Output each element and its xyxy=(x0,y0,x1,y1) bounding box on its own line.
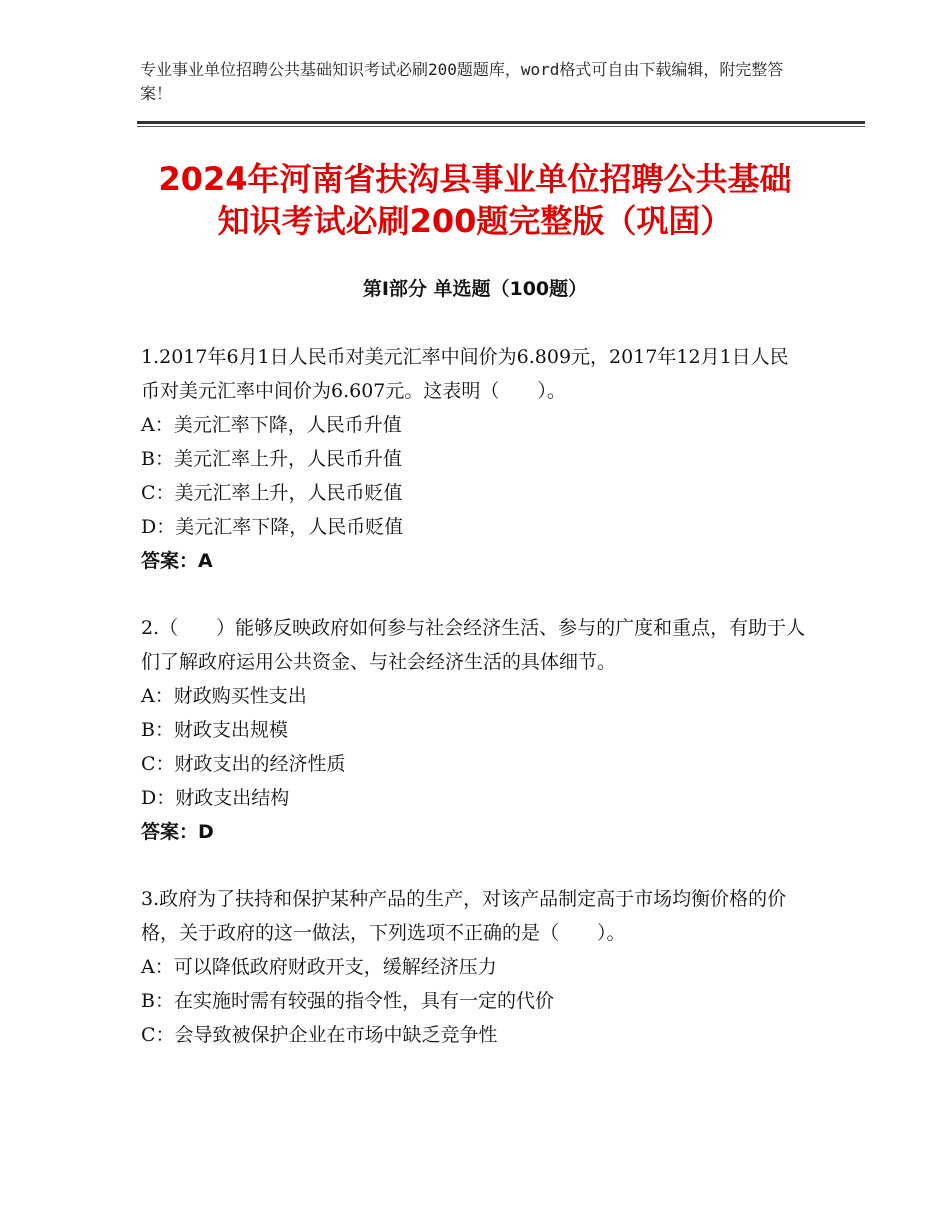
section-heading: 第Ⅰ部分 单选题（100题） xyxy=(362,278,588,300)
question-stem: 1.2017年6月1日人民币对美元汇率中间价为6.809元，2017年12月1日人民币对美元汇率中间价为6.607元。这表明（ ）。 xyxy=(141,346,789,402)
question-option-a: A：可以降低政府财政开支，缓解经济压力 xyxy=(141,956,497,978)
document-title xyxy=(110,158,840,242)
question-answer: 答案：A xyxy=(141,550,213,572)
header-note: 专业事业单位招聘公共基础知识考试必刷200题题库，word格式可自由下载编辑，附完整答案！ xyxy=(140,60,784,103)
question-option-a: A：财政购买性支出 xyxy=(141,685,307,707)
question-stem: 3.政府为了扶持和保护某种产品的生产，对该产品制定高于市场均衡价格的价格，关于政府的这一做法，下列选项不正确的是（ ）。 xyxy=(141,888,787,944)
document-title-line-1: 2024年河南省扶沟县事业单位招聘公共基础 xyxy=(158,160,792,198)
question-option-c: C：会导致被保护企业在市场中缺乏竞争性 xyxy=(141,1024,498,1046)
question-option-b: B：财政支出规模 xyxy=(141,719,288,741)
question-item xyxy=(141,882,806,1052)
question-option-a: A：美元汇率下降，人民币升值 xyxy=(141,414,402,436)
question-option-d: D：财政支出结构 xyxy=(141,787,290,809)
question-answer: 答案：D xyxy=(141,821,214,843)
question-list xyxy=(141,340,806,1085)
question-option-c: C：财政支出的经济性质 xyxy=(141,753,346,775)
question-option-d: D：美元汇率下降，人民币贬值 xyxy=(141,516,404,538)
question-item xyxy=(141,611,806,849)
question-item xyxy=(141,340,806,578)
document-title-line-2: 知识考试必刷200题完整版（巩固） xyxy=(217,202,733,240)
question-stem: 2.（ ）能够反映政府如何参与社会经济生活、参与的广度和重点，有助于人们了解政府运用公共资金、与社会经济生活的具体细节。 xyxy=(141,617,806,673)
question-option-b: B：在实施时需有较强的指令性，具有一定的代价 xyxy=(141,990,554,1012)
header-divider-thin xyxy=(137,126,865,127)
question-option-b: B：美元汇率上升，人民币升值 xyxy=(141,448,402,470)
header-divider-thick xyxy=(137,121,865,124)
question-option-c: C：美元汇率上升，人民币贬值 xyxy=(141,482,403,504)
